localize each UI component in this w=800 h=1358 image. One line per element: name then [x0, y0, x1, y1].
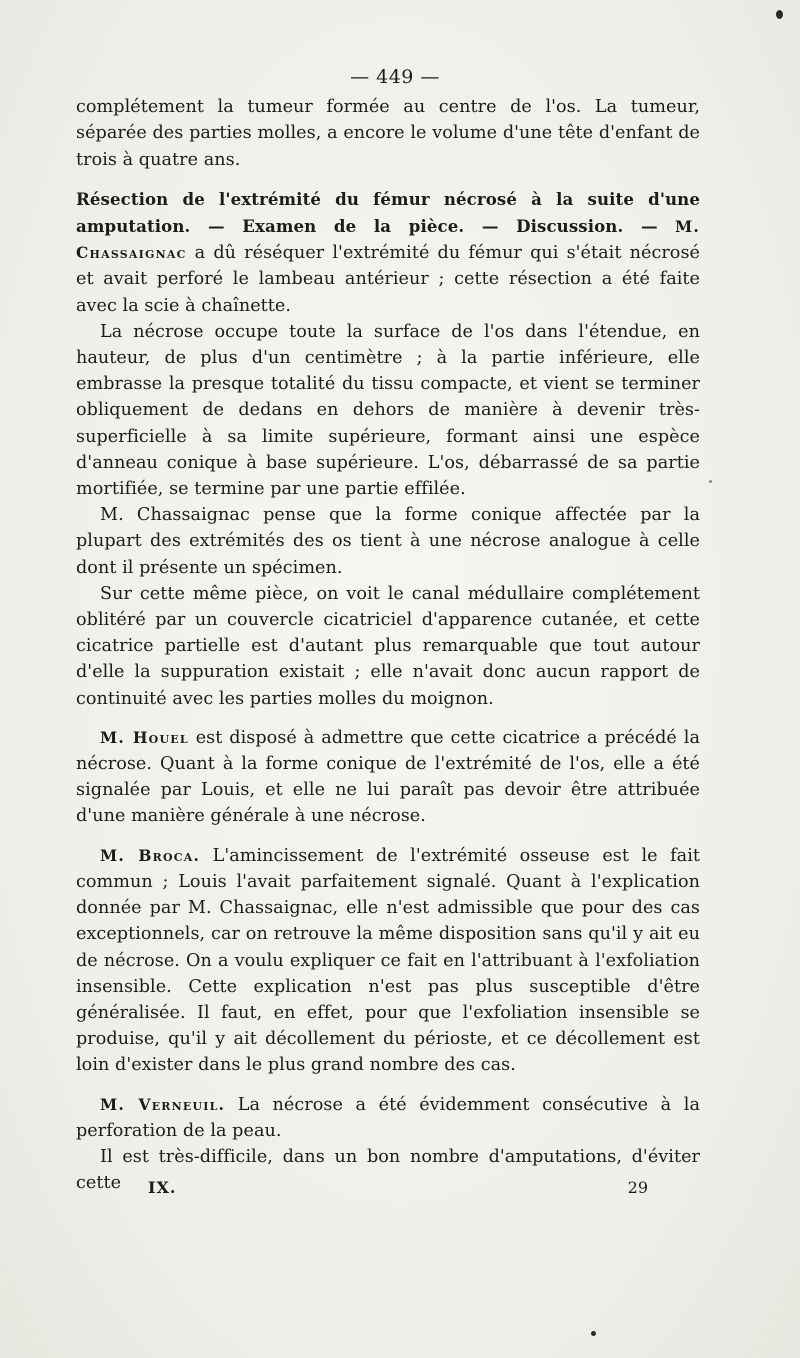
- ink-speck: [776, 10, 783, 19]
- continuation-paragraph: complétement la tumeur formée au centre de l'os. La tumeur, séparée des parties molles, a encore le volume d'une tête d'enfant de trois à quatre ans.: [76, 97, 700, 170]
- body-paragraph: Sur cette même pièce, on voit le canal médullaire complétement oblitéré par un couvercle cicatriciel d'apparence cutanée, et cette cicatrice partielle est d'autant plus remarquable que tout autour d'elle la suppuration existait ; elle n'avait donc aucun rapport de continuité avec les parties molles du moignon.: [76, 583, 700, 709]
- intervention-text: La nécrose a été évidemment consécutive à la perforation de la peau.: [76, 1094, 700, 1141]
- ink-speck: [709, 480, 712, 483]
- speaker-name: M. Verneuil.: [100, 1094, 226, 1114]
- speaker-name: M. Houel: [100, 727, 189, 747]
- intervention-paragraph: [76, 843, 700, 1079]
- speaker-name: M. Chassaignac: [76, 217, 700, 263]
- section-paragraph: [76, 186, 700, 319]
- signature-mark: IX.: [148, 1178, 177, 1197]
- section-heading: Résection de l'extrémité du fémur nécrosé à la suite d'une amputation. — Examen de la pièce. — Discussion. —: [76, 188, 700, 237]
- page-footer: [148, 1178, 648, 1197]
- page-number-header: — 449 —: [350, 66, 440, 88]
- intervention-text: est disposé à admettre que cette cicatrice a précédé la nécrose. Quant à la forme conique de l'extrémité de l'os, elle a été signalée par Louis, et elle ne lui paraît pas devoir être attribuée d'une manière générale à une nécrose.: [76, 727, 700, 827]
- page-body: [76, 64, 700, 1196]
- body-paragraph: La nécrose occupe toute la surface de l'os dans l'étendue, en hauteur, de plus d'un centimètre ; à la partie inférieure, elle embrasse la presque totalité du tissu compacte, et vient se terminer obliquement de dedans en dehors de manière à devenir très-superficielle à sa limite supérieure, formant ainsi une espèce d'anneau conique à base supérieure. L'os, débarrassé de sa partie mortifiée, se termine par une partie effilée.: [76, 321, 700, 500]
- section-text: a dû réséquer l'extrémité du fémur qui s'était nécrosé et avait perforé le lambeau antérieur ; cette résection a été faite avec la scie à chaînette.: [76, 243, 700, 316]
- final-line: Il est très-difficile, dans un bon nombre d'amputations, d'éviter cette: [76, 1146, 700, 1194]
- body-paragraph: M. Chassaignac pense que la forme conique affectée par la plupart des extrémités des os tient à une nécrose analogue à celle dont il présente un spécimen.: [76, 505, 700, 578]
- signature-number: 29: [627, 1178, 648, 1197]
- intervention-paragraph: [76, 1092, 700, 1144]
- intervention-paragraph: [76, 725, 700, 830]
- ink-speck: [591, 1331, 596, 1336]
- speaker-name: M. Broca.: [100, 845, 201, 865]
- intervention-text: L'amincissement de l'extrémité osseuse est le fait commun ; Louis l'avait parfaitement signalé. Quant à l'explication donnée par M. Chassaignac, elle n'est admissible que pour des cas exceptionnels, car on retrouve la même disposition sans qu'il y ait eu de nécrose. On a voulu expliquer ce fait en l'attribuant à l'exfoliation insensible. Cette explication n'est pas plus susceptible d'être généralisée. Il faut, en effet, pour que l'exfoliation insensible se produise, qu'il y ait décollement du périoste, et ce décollement est loin d'exister dans le plus grand nombre des cas.: [76, 845, 700, 1076]
